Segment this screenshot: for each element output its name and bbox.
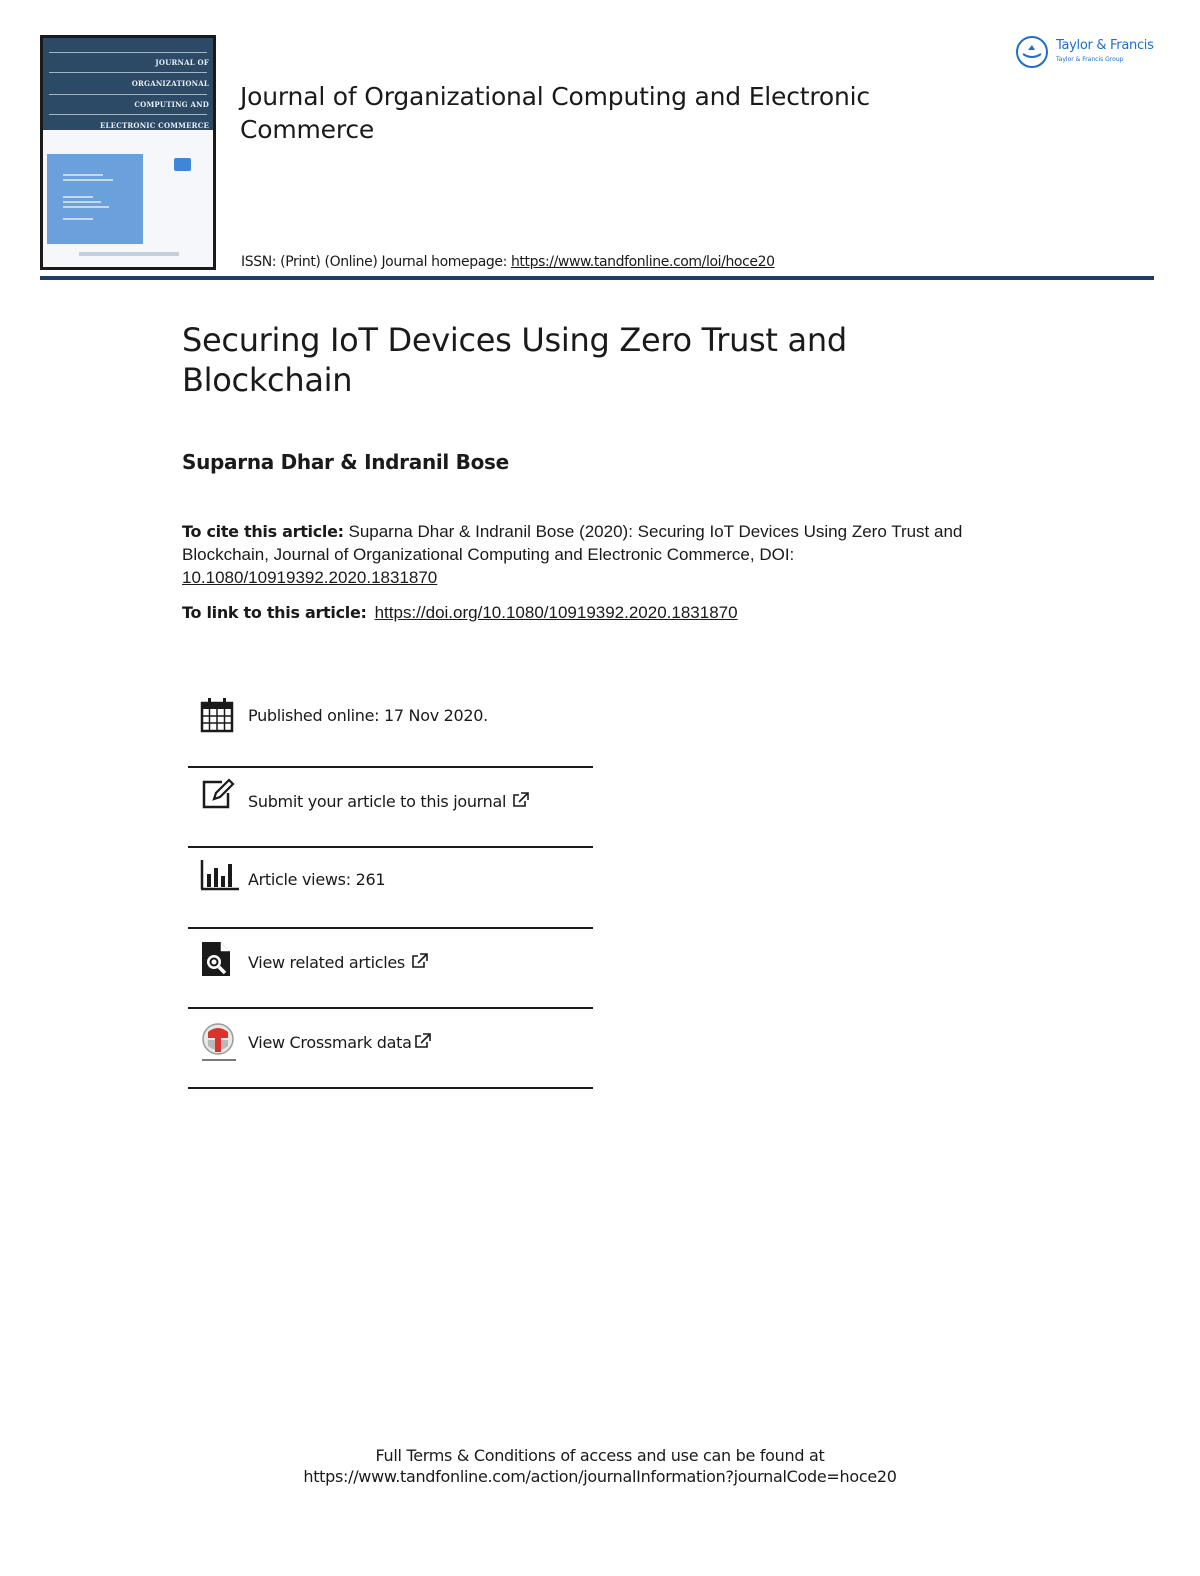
citation-label: To cite this article: [182, 522, 344, 541]
article-title: Securing IoT Devices Using Zero Trust and Blockchain [182, 321, 847, 399]
info-divider [188, 766, 593, 768]
cover-text-line [63, 174, 103, 176]
journal-cover-image [40, 35, 216, 270]
issn-text: ISSN: (Print) (Online) Journal homepage: [241, 254, 511, 270]
terms-text: Full Terms & Conditions of access and use can be found at [375, 1446, 825, 1465]
cover-text-line [63, 196, 93, 198]
cover-title-line: JOURNAL OF [155, 58, 209, 67]
cover-rule [49, 94, 207, 95]
article-link-block [182, 603, 738, 623]
info-divider [188, 846, 593, 848]
journal-homepage-link[interactable]: https://www.tandfonline.com/loi/hoce20 [510, 254, 775, 270]
crossmark-link[interactable] [248, 1033, 431, 1052]
cover-title-line: ELECTRONIC COMMERCE [100, 121, 209, 130]
calendar-icon [200, 697, 234, 737]
issn-line [241, 254, 775, 270]
publisher-logo [1016, 36, 1156, 70]
cover-title-line: COMPUTING AND [134, 100, 209, 109]
bar-chart-icon [200, 858, 240, 896]
publisher-group: Taylor & Francis Group [1056, 56, 1124, 63]
submit-article-link[interactable] [248, 792, 529, 811]
publisher-name: Taylor & Francis [1056, 38, 1154, 53]
edit-icon [200, 777, 236, 815]
view-related-link[interactable] [248, 953, 428, 972]
header-divider [40, 276, 1154, 280]
cover-footer-strip [79, 252, 179, 256]
document-search-icon [200, 940, 234, 982]
crossmark-icon [200, 1022, 238, 1068]
publisher-logo-icon [1016, 36, 1048, 68]
terms-footer [0, 1445, 1200, 1487]
article-link-label: To link to this article: [182, 603, 367, 622]
citation-block [182, 520, 972, 589]
info-divider [188, 1007, 593, 1009]
external-link-icon [414, 1033, 431, 1049]
article-authors: Suparna Dhar & Indranil Bose [182, 450, 509, 474]
info-divider [188, 1087, 593, 1089]
external-link-icon [512, 792, 529, 808]
cover-rule [49, 72, 207, 73]
citation-text: Suparna Dhar & Indranil Bose (2020): Securing IoT Devices Using Zero Trust and Blockchain, Journal of Organizational Computing and Electronic Commerce, DOI: [182, 522, 963, 564]
article-views: Article views: 261 [248, 870, 386, 889]
cover-text-line [63, 201, 101, 203]
cover-text-line [63, 179, 113, 181]
article-doi-link[interactable]: https://doi.org/10.1080/10919392.2020.1831870 [374, 603, 738, 622]
cover-rule [49, 52, 207, 53]
terms-url-link[interactable]: https://www.tandfonline.com/action/journalInformation?journalCode=hoce20 [303, 1467, 897, 1486]
journal-title: Journal of Organizational Computing and Electronic Commerce [240, 82, 870, 144]
cover-text-line [63, 206, 109, 208]
published-date: Published online: 17 Nov 2020. [248, 706, 488, 725]
submit-article-label: Submit your article to this journal [248, 792, 507, 811]
view-related-label: View related articles [248, 953, 405, 972]
cover-accent-square [174, 158, 191, 171]
cover-title-line: ORGANIZATIONAL [131, 79, 209, 88]
info-divider [188, 927, 593, 929]
citation-doi-link[interactable]: 10.1080/10919392.2020.1831870 [182, 568, 438, 587]
external-link-icon [411, 953, 428, 969]
cover-rule [49, 114, 207, 115]
cover-text-line [63, 218, 93, 220]
cover-blue-panel [47, 154, 143, 244]
crossmark-label: View Crossmark data [248, 1033, 412, 1052]
